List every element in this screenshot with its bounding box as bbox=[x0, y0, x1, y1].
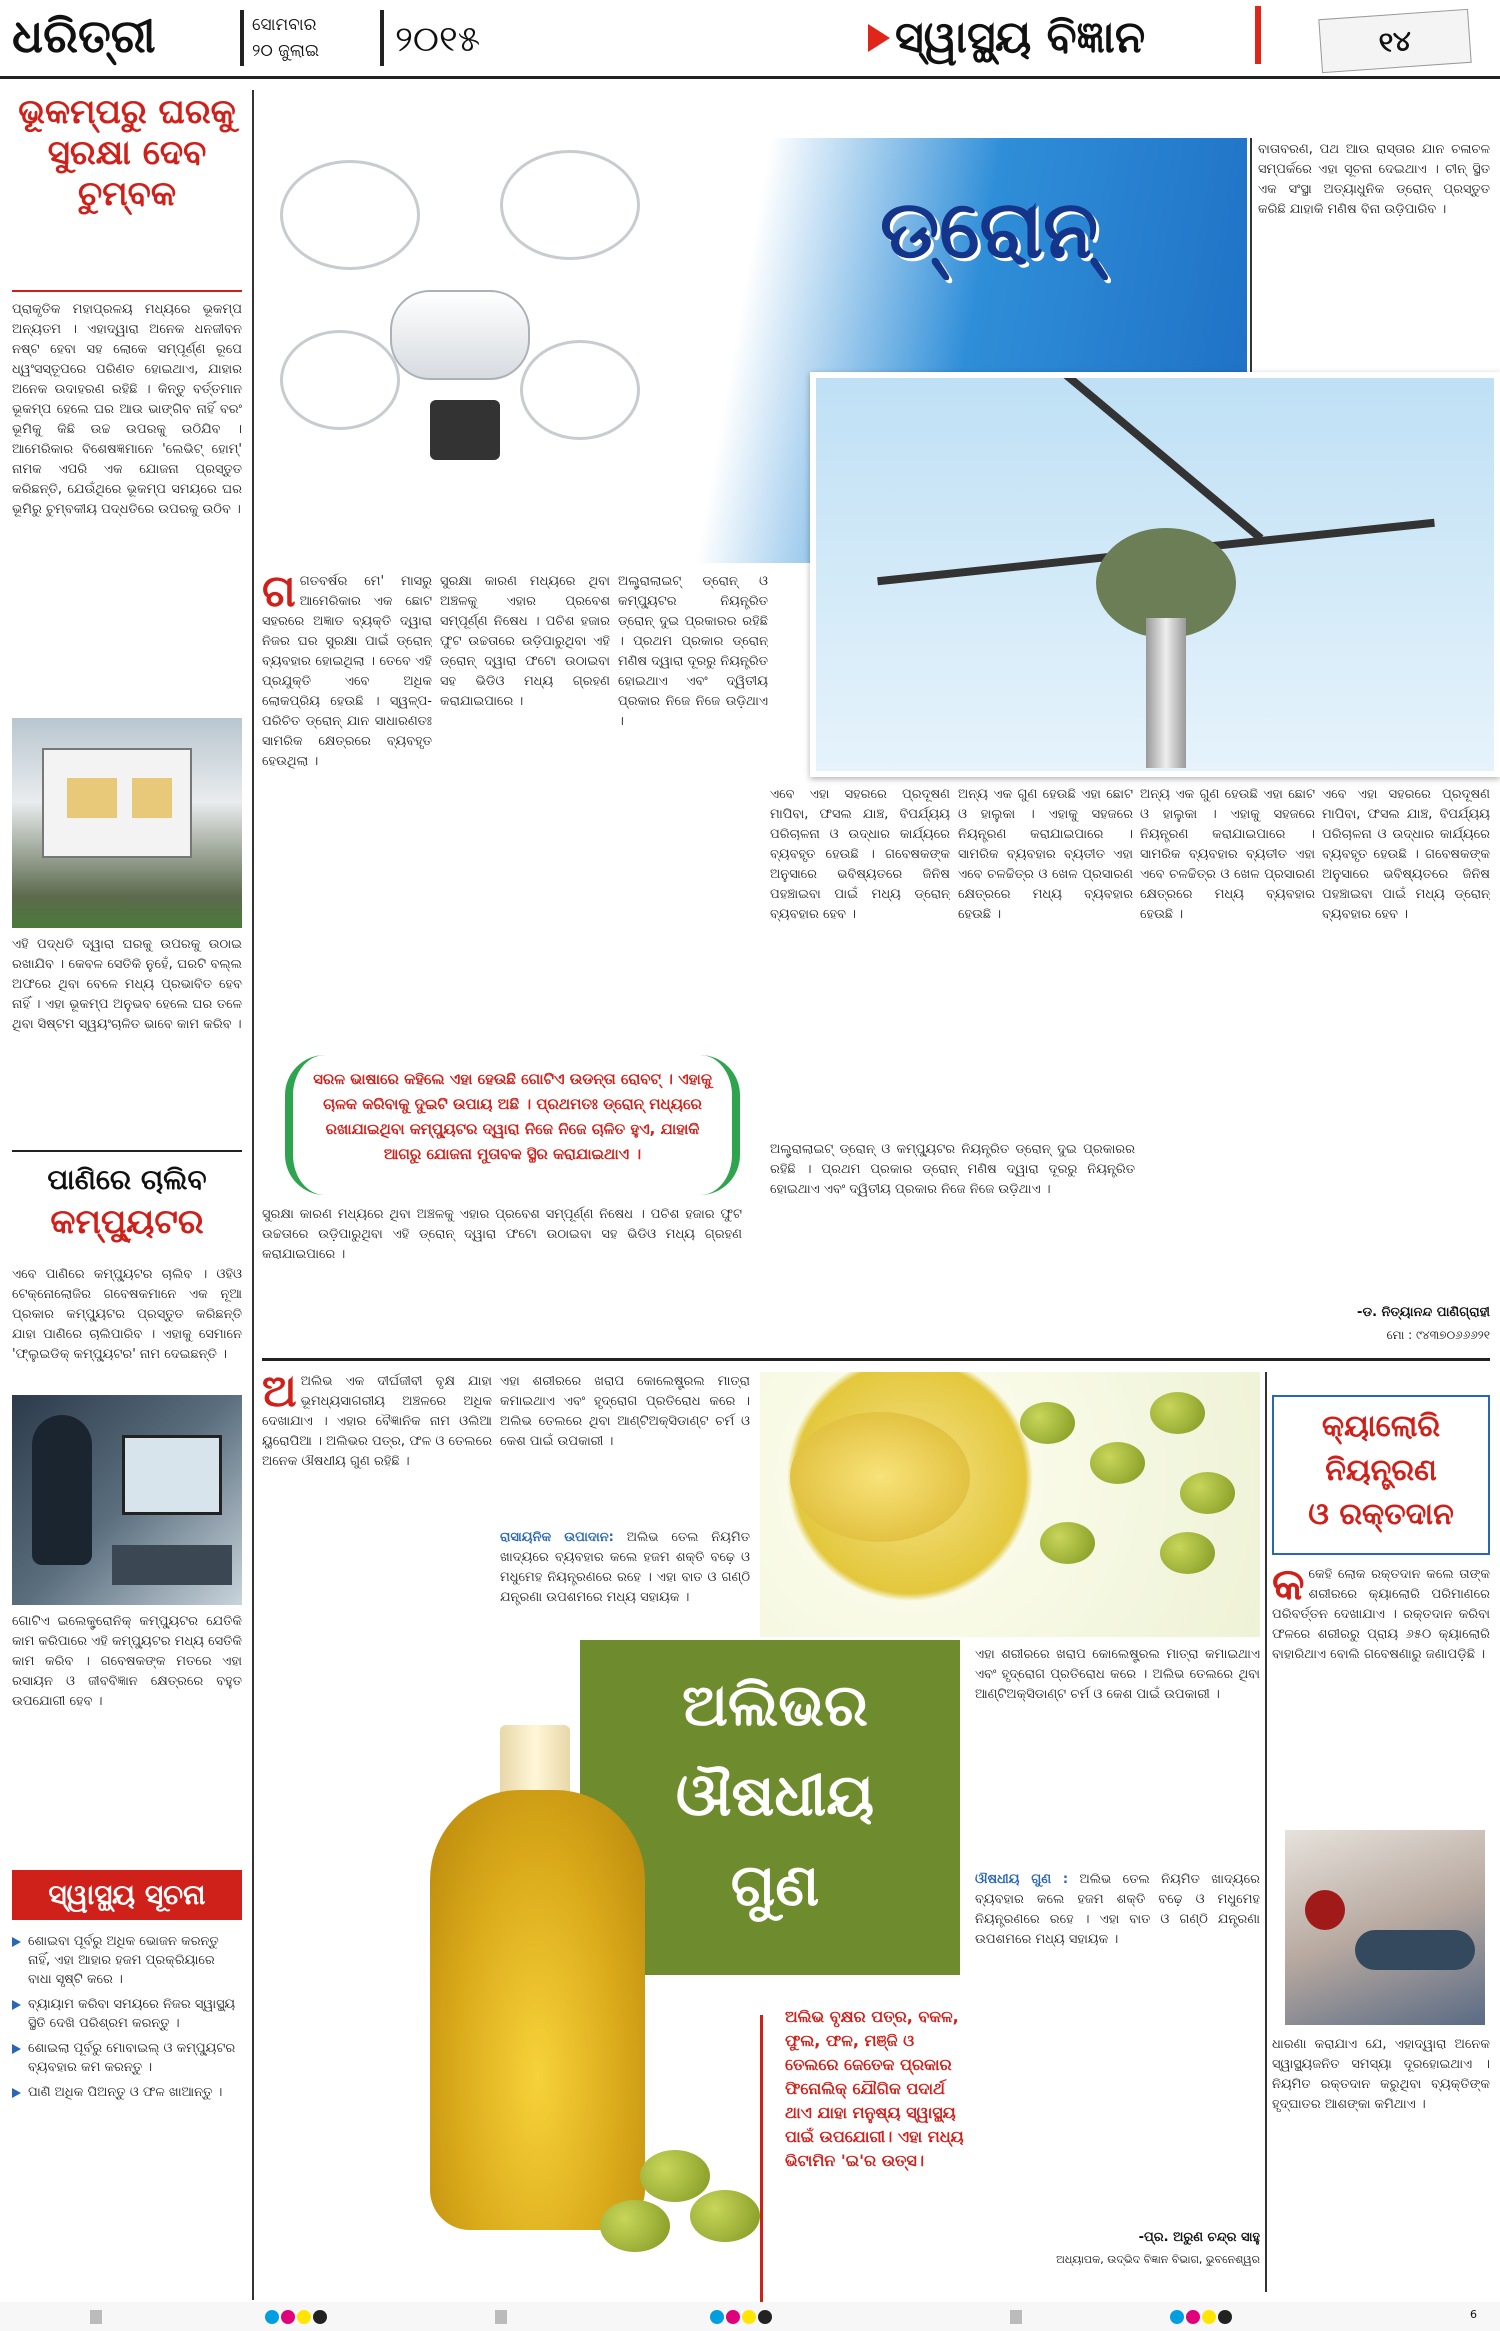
magenta-swatch bbox=[1186, 2310, 1200, 2324]
drone-paragraph-4: ଏବେ ଏହା ସହରରେ ପ୍ରଦୂଷଣ ମାପିବା, ଫସଲ ଯାଞ୍ଚ, ବିପର୍ଯ୍ୟୟ ପରିଚାଳନା ଓ ଉଦ୍ଧାର କାର୍ଯ୍ୟରେ ବ୍ୟବହୃତ ହେଉଛି । ଗବେଷକଙ୍କ ଅନୁସାରେ ଭବିଷ୍ୟତରେ ଜିନିଷ ପହଞ୍ଚାଇବା ପାଇଁ ମଧ୍ୟ ଡ୍ରୋନ୍ ବ୍ୟବହାର ହେବ । bbox=[770, 787, 950, 922]
computer-headline bbox=[12, 1160, 242, 1250]
drone-column-6 bbox=[1140, 785, 1315, 1275]
masthead-date bbox=[252, 12, 372, 68]
drone-camera bbox=[430, 400, 500, 460]
drone-propeller-guard bbox=[520, 340, 640, 440]
olive-fruit bbox=[1150, 1392, 1205, 1434]
olive-oil-bowl-photo bbox=[760, 1372, 1260, 1637]
calorie-title-box bbox=[1272, 1395, 1490, 1555]
drone-paragraph-2: ସୁରକ୍ଷା କାରଣ ମଧ୍ୟରେ ଥିବା ଅଞ୍ଚଳକୁ ଏହାର ପ୍ରବେଶ ସମ୍ପୂର୍ଣ୍ଣ ନିଷେଧ । ପଚିଶ ହଜାର ଫୁଟ ଉଚ୍ଚତାରେ ଉଡ଼ିପାରୁଥିବା ଏହି ଡ୍ରୋନ୍ ଦ୍ୱାରା ଫଟୋ ଉଠାଇବା ସହ ଭିଡିଓ ମଧ୍ୟ ଗ୍ରହଣ କରାଯାଇପାରେ । bbox=[440, 574, 610, 709]
health-tip-text: ପାଣି ଅଧିକ ପିଅନ୍ତୁ ଓ ଫଳ ଖାଆନ୍ତୁ । bbox=[28, 2085, 223, 2100]
color-swatches bbox=[710, 2309, 790, 2325]
drone-column-3 bbox=[618, 572, 768, 1052]
olive-byline-address: ଅଧ୍ୟାପକ, ଉଦ୍ଭିଦ ବିଜ୍ଞାନ ବିଭାଗ, ଭୁବନେଶ୍ୱର bbox=[1056, 2253, 1260, 2266]
drone-propeller-guard bbox=[500, 150, 640, 260]
hexacopter-photo bbox=[810, 372, 1500, 777]
cyan-swatch bbox=[265, 2310, 279, 2324]
olive-byline: -ପ୍ର. ଅରୁଣ ଚନ୍ଦ୍ର ସାହୁ bbox=[1138, 2230, 1260, 2245]
drone-paragraph-3: ଅଲ୍ଟ୍ରାଲାଇଟ୍ ଡ୍ରୋନ୍ ଓ କମ୍ପ୍ୟୁଟର ନିୟନ୍ତ୍ରିତ ଡ୍ରୋନ୍ ଦୁଇ ପ୍ରକାରର ରହିଛି । ପ୍ରଥମ ପ୍ରକାର ଡ୍ରୋନ୍ ମଣିଷ ଦ୍ୱାରା ଦୂରରୁ ନିୟନ୍ତ୍ରିତ ହୋଇଥାଏ ଏବଂ ଦ୍ୱିତୀୟ ପ୍ରକାର ନିଜେ ନିଜେ ଉଡ଼ିଥାଏ । bbox=[618, 574, 768, 729]
newspaper-logo: ଧରିତ୍ରୀ bbox=[12, 9, 156, 63]
calorie-paragraph-1: କେହି ଲୋକ ରକ୍ତଦାନ କଲେ ତାଙ୍କ ଶରୀରରେ କ୍ୟାଲୋରି ପରିମାଣରେ ପରିବର୍ତ୍ତନ ଦେଖାଯାଏ । ରକ୍ତଦାନ କରିବା ଫଳରେ ଶରୀରରୁ ପ୍ରାୟ ୬୫୦ କ୍ୟାଲୋରି ବାହାରିଥାଏ ବୋଲି ଗବେଷଣାରୁ ଜଣାପଡ଼ିଛି । bbox=[1272, 1567, 1490, 1662]
olive-column-4 bbox=[975, 1870, 1260, 2190]
yellow-swatch bbox=[1202, 2310, 1216, 2324]
section-title: ସ୍ୱାସ୍ଥ୍ୟ ବିଜ୍ଞାନ bbox=[895, 12, 1146, 63]
black-swatch bbox=[758, 2310, 772, 2324]
drone-paragraph-7: ଏବେ ଏହା ସହରରେ ପ୍ରଦୂଷଣ ମାପିବା, ଫସଲ ଯାଞ୍ଚ, ବିପର୍ଯ୍ୟୟ ପରିଚାଳନା ଓ ଉଦ୍ଧାର କାର୍ଯ୍ୟରେ ବ୍ୟବହୃତ ହେଉଛି । ଗବେଷକଙ୍କ ଅନୁସାରେ ଭବିଷ୍ୟତରେ ଜିନିଷ ପହଞ୍ଚାଇବା ପାଇଁ ମଧ୍ୟ ଡ୍ରୋନ୍ ବ୍ୟବହାର ହେବ । bbox=[1322, 787, 1490, 922]
olive-paragraph-4: ଅଲିଭ ତେଲ ନିୟମିତ ଖାଦ୍ୟରେ ବ୍ୟବହାର କଲେ ହଜମ ଶକ୍ତି ବଢ଼େ ଓ ମଧୁମେହ ନିୟନ୍ତ୍ରଣରେ ରହେ । ଏହା ବାତ ଓ ଗଣ୍ଠି ଯନ୍ତ୍ରଣା ଉପଶମରେ ମଧ୍ୟ ସହାୟକ । bbox=[975, 1872, 1260, 1947]
olive-headline bbox=[610, 1660, 940, 1960]
monitor-screen bbox=[122, 1435, 222, 1515]
quake-paragraph: ପ୍ରାକୃତିକ ମହାପ୍ରଳୟ ମଧ୍ୟରେ ଭୂକମ୍ପ ଅନ୍ୟତମ । ଏହାଦ୍ୱାରା ଅନେକ ଧନଜୀବନ ନଷ୍ଟ ହେବା ସହ ଲୋକେ ସମ୍ପୂର୍ଣ୍ଣ ରୂପେ ଧ୍ୱଂସସ୍ତୂପରେ ପରିଣତ ହୋଇଥାଏ, ଯାହାର ଅନେକ ଉଦାହରଣ ରହିଛି । କିନ୍ତୁ ବର୍ତ୍ତମାନ ଭୂକମ୍ପ ହେଲେ ଘର ଆଉ ଭାଙ୍ଗିବ ନାହିଁ ବରଂ ଭୂମିକୁ କିଛି ଉଚ୍ଚ ଉପରକୁ ଉଠିଯିବ । ଆମେରିକାର ବିଶେଷଜ୍ଞମାନେ 'ଲେଭିଟ୍ ହୋମ୍' ନାମକ ଏପରି ଏକ ଯୋଜନା ପ୍ରସ୍ତୁତ କରିଛନ୍ତି, ଯେଉଁଥିରେ ଭୂକମ୍ପ ସମୟରେ ଘର ଭୂମିରୁ ଚୁମ୍ବକୀୟ ପଦ୍ଧତିରେ ଉପରକୁ ଉଠିବ । bbox=[12, 302, 242, 517]
olive-oil-bottle bbox=[430, 1790, 645, 2230]
quake-headline: ଭୂକମ୍ପରୁ ଘରକୁ ସୁରକ୍ଷା ଦେବ ଚୁମ୍ବକ bbox=[18, 92, 236, 214]
masthead-year: ୨୦୧୫ bbox=[395, 19, 481, 60]
olive-paragraph-3: ଏହା ଶରୀରରେ ଖରାପ କୋଲେଷ୍ଟ୍ରଲ ମାତ୍ରା କମାଇଥାଏ ଏବଂ ହୃଦ୍‌ରୋଗ ପ୍ରତିରୋଧ କରେ । ଅଲିଭ ତେଲରେ ଥିବା ଆଣ୍ଟିଅକ୍ସିଡାଣ୍ଟ ଚର୍ମ ଓ କେଶ ପାଇଁ ଉପକାରୀ । bbox=[975, 1647, 1260, 1702]
health-tip-text: ଶୋଇବା ପୂର୍ବରୁ ଅଧିକ ଭୋଜନ କରନ୍ତୁ ନାହିଁ, ଏହା ଆହାର ହଜମ ପ୍ରକ୍ରିୟାରେ ବାଧା ସୃଷ୍ଟି କରେ । bbox=[28, 1934, 219, 1987]
color-swatches bbox=[265, 2309, 345, 2325]
olive-headline-line3: ଗୁଣ bbox=[730, 1851, 820, 1919]
olive-paragraph-2: ଏହା ଶରୀରରେ ଖରାପ କୋଲେଷ୍ଟ୍ରଲ ମାତ୍ରା କମାଇଥାଏ ଏବଂ ହୃଦ୍‌ରୋଗ ପ୍ରତିରୋଧ କରେ । ଅଲିଭ ତେଲରେ ଥିବା ଆଣ୍ଟିଅକ୍ସିଡାଣ୍ଟ ଚର୍ମ ଓ କେଶ ପାଇଁ ଉପକାରୀ । bbox=[500, 1374, 750, 1449]
olive-fruit bbox=[690, 2190, 760, 2242]
olive-chemistry bbox=[500, 1528, 750, 1638]
masthead-rule bbox=[0, 76, 1500, 79]
scientist-figure bbox=[32, 1415, 92, 1565]
play-icon bbox=[868, 24, 890, 52]
drone-column-bottom bbox=[262, 1205, 742, 1350]
olive-column-1 bbox=[262, 1372, 492, 1772]
computer-paragraph: ଏବେ ପାଣିରେ କମ୍ପ୍ୟୁଟର ଚାଲିବ । ଓହିଓ ଟେକ୍ନୋଲୋଜିର ଗବେଷକମାନେ ଏକ ନୂଆ ପ୍ରକାର କମ୍ପ୍ୟୁଟର ପ୍ରସ୍ତୁତ କରିଛନ୍ତି ଯାହା ପାଣିରେ ଚାଲିପାରିବ । ଏହାକୁ ସେମାନେ 'ଫ୍ଲୁଇଡିକ୍ କମ୍ପ୍ୟୁଟର' ନାମ ଦେଇଛନ୍ତି । bbox=[12, 1267, 242, 1362]
masthead-day: ସୋମବାର bbox=[252, 15, 317, 35]
drone-paragraph-1: ଗତବର୍ଷର ମେ' ମାସରୁ ଆମେରିକାର ଏକ ଛୋଟ ସହରରେ ଅଜ୍ଞାତ ବ୍ୟକ୍ତି ଦ୍ୱାରା ନିଜର ଘର ସୁରକ୍ଷା ପାଇଁ ଡ୍ରୋନ୍ ବ୍ୟବହାର ହୋଇଥିଲା । ତେବେ ଏହି ପ୍ରଯୁକ୍ତି ଏବେ ଅଧିକ ଲୋକପ୍ରିୟ ହେଉଛି । ସ୍ୱଳ୍ପ-ପରିଚିତ ଡ୍ରୋନ୍ ଯାନ ସାଧାରଣତଃ ସାମରିକ କ୍ଷେତ୍ରରେ ବ୍ୟବହୃତ ହେଉଥିଲା । bbox=[262, 574, 432, 769]
drop-cap: ଅ bbox=[262, 1372, 297, 1417]
olive-chemistry-text: ଅଲିଭ ତେଲ ନିୟମିତ ଖାଦ୍ୟରେ ବ୍ୟବହାର କଲେ ହଜମ ଶକ୍ତି ବଢ଼େ ଓ ମଧୁମେହ ନିୟନ୍ତ୍ରଣରେ ରହେ । ଏହା ବାତ ଓ ଗଣ୍ଠି ଯନ୍ତ୍ରଣା ଉପଶମରେ ମଧ୍ୟ ସହାୟକ । bbox=[500, 1530, 750, 1605]
quake-article-body-2 bbox=[12, 935, 242, 1135]
health-tip-text: ବ୍ୟାୟାମ କରିବା ସମୟରେ ନିଜର ସ୍ୱାସ୍ଥ୍ୟ ସ୍ଥିତି ଦେଖି ପରିଶ୍ରମ କରନ୍ତୁ । bbox=[28, 1997, 236, 2031]
registration-mark bbox=[495, 2310, 507, 2324]
drone-sidebar-text bbox=[1258, 140, 1490, 375]
calorie-headline-line3: ଓ ରକ୍ତଦାନ bbox=[1308, 1497, 1454, 1532]
computer-headline-line1: ପାଣିରେ ଚାଲିବ bbox=[47, 1163, 207, 1196]
magenta-swatch bbox=[726, 2310, 740, 2324]
yellow-swatch bbox=[742, 2310, 756, 2324]
page-number: ୧୪ bbox=[1318, 9, 1471, 73]
calorie-headline-line1: କ୍ୟାଲୋରି bbox=[1321, 1409, 1441, 1444]
lab-desk bbox=[112, 1545, 232, 1585]
quake-paragraph-2: ଏହି ପଦ୍ଧତି ଦ୍ୱାରା ଘରକୁ ଉପରକୁ ଉଠାଇ ରଖାଯିବ । କେବଳ ସେତିକି ନୁହେଁ, ଘରଟି ବଲ୍ଲ ଅଫରେ ଥିବା ବେଳେ ମଧ୍ୟ ପ୍ରଭାବିତ ହେବ ନାହିଁ । ଏହା ଭୂକମ୍ପ ଅନୁଭବ ହେଲେ ଘର ତଳେ ଥିବା ସିଷ୍ଟମ ସ୍ୱୟଂଚାଳିତ ଭାବେ କାମ କରିବ । bbox=[12, 937, 242, 1032]
drone-byline: -ଡ. ନିତ୍ୟାନନ୍ଦ ପାଣିଗ୍ରାହୀ bbox=[1357, 1305, 1490, 1320]
blood-bag bbox=[1305, 1890, 1345, 1930]
masthead-date-text: ୨୦ ଜୁଲାଇ bbox=[252, 41, 320, 61]
health-tip bbox=[12, 2083, 242, 2102]
bullet-triangle-icon bbox=[12, 2044, 21, 2054]
drone-paragraph-5: ଅନ୍ୟ ଏକ ଗୁଣ ହେଉଛି ଏହା ଛୋଟ ଓ ହାଲୁକା । ଏହାକୁ ସହଜରେ ନିୟନ୍ତ୍ରଣ କରାଯାଇପାରେ । ସାମରିକ ବ୍ୟବହାର ବ୍ୟତୀତ ଏହା ଏବେ ଚଳଚ୍ଚିତ୍ର ଓ ଖେଳ ପ୍ରସାରଣ କ୍ଷେତ୍ରରେ ମଧ୍ୟ ବ୍ୟବହାର ହେଉଛି । bbox=[958, 787, 1133, 922]
house-window bbox=[67, 778, 117, 818]
page-marker: 6 bbox=[1470, 2308, 1477, 2321]
bullet-triangle-icon bbox=[12, 1937, 21, 1947]
olive-paragraph-1: ଅଲିଭ ଏକ ଦୀର୍ଘଜୀବୀ ବୃକ୍ଷ ଯାହା ଭୂମଧ୍ୟସାଗରୀୟ ଅଞ୍ଚଳରେ ଅଧିକ ଦେଖାଯାଏ । ଏହାର ବୈଜ୍ଞାନିକ ନାମ ଓଲିଆ ୟୁରୋପିଆ । ଅଲିଭର ପତ୍ର, ଫଳ ଓ ତେଲରେ ଅନେକ ଔଷଧୀୟ ଗୁଣ ରହିଛି । bbox=[262, 1374, 492, 1469]
olive-column-3 bbox=[975, 1645, 1260, 1870]
health-tip bbox=[12, 1995, 242, 2033]
black-swatch bbox=[1218, 2310, 1232, 2324]
calorie-column-2 bbox=[1272, 2035, 1490, 2290]
health-tip bbox=[12, 1932, 242, 1989]
magenta-swatch bbox=[281, 2310, 295, 2324]
print-footer bbox=[0, 2302, 1500, 2331]
olive-headline-line2: ଔଷଧୀୟ bbox=[675, 1761, 875, 1829]
drone-column-4 bbox=[770, 785, 950, 1135]
olive-fruit bbox=[1090, 1442, 1145, 1484]
cyan-swatch bbox=[710, 2310, 724, 2324]
drone-column-7 bbox=[1322, 785, 1490, 1275]
drone-paragraph-6: ଅନ୍ୟ ଏକ ଗୁଣ ହେଉଛି ଏହା ଛୋଟ ଓ ହାଲୁକା । ଏହାକୁ ସହଜରେ ନିୟନ୍ତ୍ରଣ କରାଯାଇପାରେ । ସାମରିକ ବ୍ୟବହାର ବ୍ୟତୀତ ଏହା ଏବେ ଚଳଚ୍ଚିତ୍ର ଓ ଖେଳ ପ୍ରସାରଣ କ୍ଷେତ୍ରରେ ମଧ୍ୟ ବ୍ୟବହାର ହେଉଛି । bbox=[1140, 787, 1315, 922]
column-rule bbox=[1265, 1372, 1267, 2292]
yellow-swatch bbox=[297, 2310, 311, 2324]
drone-column-bottom-2 bbox=[770, 1140, 1135, 1350]
column-rule bbox=[1250, 138, 1252, 378]
olive-chemistry-heading: ରାସାୟନିକ ଉପାଦାନ: bbox=[500, 1530, 614, 1545]
drop-cap: ଗ bbox=[262, 572, 296, 617]
olive-column-2 bbox=[500, 1372, 750, 1522]
oil-bowl bbox=[790, 1412, 970, 1542]
levitating-house-photo bbox=[12, 718, 242, 928]
headline-underline bbox=[12, 290, 242, 292]
olive-fruit bbox=[1020, 1402, 1075, 1444]
bullet-triangle-icon bbox=[12, 2088, 21, 2098]
olive-callout: ଅଲିଭ ବୃକ୍ଷର ପତ୍ର, ବକଳ, ଫୁଲ, ଫଳ, ମଞ୍ଜି ଓ ତେଲରେ ଜେତେକ ପ୍ରକାର ଫିନୋଲିକ୍ ଯୌଗିକ ପଦାର୍ଥ ଥାଏ ଯାହା ମନୁଷ୍ୟ ସ୍ୱାସ୍ଥ୍ୟ ପାଇଁ ଉପଯୋଗୀ। ଏହା ମଧ୍ୟ ଭିଟାମିନ 'ଇ'ର ଉତ୍ସ। bbox=[785, 2007, 964, 2170]
black-swatch bbox=[313, 2310, 327, 2324]
house-window bbox=[132, 778, 172, 818]
drone-propeller-guard bbox=[280, 160, 420, 270]
masthead-divider bbox=[240, 10, 244, 66]
white-drone-photo bbox=[270, 140, 650, 560]
computer-article-body-2 bbox=[12, 1612, 242, 1852]
donor-figure bbox=[1355, 1930, 1475, 1970]
drone-byline-contact: ମୋ : ୯୪୩୭୦୬୬୬୨୧ bbox=[1386, 1328, 1490, 1342]
calorie-paragraph-2: ଧାରଣା କରାଯାଏ ଯେ, ଏହାଦ୍ୱାରା ଅନେକ ସ୍ୱାସ୍ଥ୍ୟଜନିତ ସମସ୍ୟା ଦୂରହୋଇଥାଏ । ନିୟମିତ ରକ୍ତଦାନ କରୁଥିବା ବ୍ୟକ୍ତିଙ୍କ ହୃଦ୍‌ଘାତର ଆଶଙ୍କା କମିଥାଏ । bbox=[1272, 2037, 1490, 2112]
olive-fruit bbox=[1160, 1532, 1215, 1574]
drone-paragraph-bottom: ସୁରକ୍ଷା କାରଣ ମଧ୍ୟରେ ଥିବା ଅଞ୍ଚଳକୁ ଏହାର ପ୍ରବେଶ ସମ୍ପୂର୍ଣ୍ଣ ନିଷେଧ । ପଚିଶ ହଜାର ଫୁଟ ଉଚ୍ଚତାରେ ଉଡ଼ିପାରୁଥିବା ଏହି ଡ୍ରୋନ୍ ଦ୍ୱାରା ଫଟୋ ଉଠାଇବା ସହ ଭିଡିଓ ମଧ୍ୟ ଗ୍ରହଣ କରାଯାଇପାରେ । bbox=[262, 1207, 742, 1262]
quake-article-body bbox=[12, 300, 242, 710]
health-tip bbox=[12, 2039, 242, 2077]
drop-cap: କ bbox=[1272, 1565, 1305, 1610]
olive-fruit bbox=[600, 2200, 670, 2252]
drone-sidebar-paragraph: ବାତାବରଣ, ପଥ ଆଉ ରାସ୍ତାର ଯାନ ଚଳାଚଳ ସମ୍ପର୍କରେ ଏହା ସୂଚନା ଦେଇଥାଏ । ଚୀନ୍ ସ୍ଥିତ ଏକ ସଂସ୍ଥା ଅତ୍ୟାଧୁନିକ ଡ୍ରୋନ୍ ପ୍ରସ୍ତୁତ କରିଛି ଯାହାକି ମଣିଷ ବିନା ଉଡ଼ିପାରିବ । bbox=[1258, 142, 1490, 217]
olive-medicine-heading: ଔଷଧୀୟ ଗୁଣ : bbox=[975, 1872, 1069, 1887]
column-rule bbox=[12, 1150, 242, 1152]
olive-fruit bbox=[640, 2150, 710, 2202]
callout-bar bbox=[760, 2015, 782, 2305]
masthead-divider bbox=[380, 10, 384, 66]
drone-propeller-guard bbox=[280, 330, 400, 430]
calorie-headline-line2: ନିୟନ୍ତ୍ରଣ bbox=[1325, 1453, 1437, 1488]
olive-fruit bbox=[1040, 1522, 1095, 1564]
computer-headline-line2: କମ୍ପ୍ୟୁଟର bbox=[50, 1202, 204, 1242]
computer-paragraph-2: ଗୋଟିଏ ଇଲେକ୍ଟ୍ରୋନିକ୍ କମ୍ପ୍ୟୁଟର ଯେତିକି କାମ କରିପାରେ ଏହି କମ୍ପ୍ୟୁଟର ମଧ୍ୟ ସେତିକି କାମ କରିବ । ଗବେଷକଙ୍କ ମତରେ ଏହା ରସାୟନ ଓ ଜୀବବିଜ୍ଞାନ କ୍ଷେତ୍ରରେ ବହୁତ ଉପଯୋଗୀ ହେବ । bbox=[12, 1614, 242, 1709]
registration-mark bbox=[90, 2310, 102, 2324]
drone-column-2 bbox=[440, 572, 610, 1052]
drone-column-1 bbox=[262, 572, 432, 1052]
health-tips-title: ସ୍ୱାସ୍ଥ୍ୟ ସୂଚନା bbox=[12, 1870, 242, 1920]
section-accent-bar bbox=[1255, 6, 1261, 64]
section-divider bbox=[262, 1358, 1490, 1361]
drone-paragraph-bottom-2: ଅଲ୍ଟ୍ରାଲାଇଟ୍ ଡ୍ରୋନ୍ ଓ କମ୍ପ୍ୟୁଟର ନିୟନ୍ତ୍ରିତ ଡ୍ରୋନ୍ ଦୁଇ ପ୍ରକାରର ରହିଛି । ପ୍ରଥମ ପ୍ରକାର ଡ୍ରୋନ୍ ମଣିଷ ଦ୍ୱାରା ଦୂରରୁ ନିୟନ୍ତ୍ରିତ ହୋଇଥାଏ ଏବଂ ଦ୍ୱିତୀୟ ପ୍ରକାର ନିଜେ ନିଜେ ଉଡ଼ିଥାଏ । bbox=[770, 1142, 1135, 1197]
health-tips-list bbox=[12, 1932, 242, 2292]
registration-mark bbox=[1010, 2310, 1022, 2324]
cyan-swatch bbox=[1170, 2310, 1184, 2324]
olive-fruit bbox=[1180, 1472, 1235, 1514]
bullet-triangle-icon bbox=[12, 2000, 21, 2010]
computer-article-body bbox=[12, 1265, 242, 1385]
blood-donation-photo bbox=[1285, 1830, 1485, 2025]
calorie-column-1 bbox=[1272, 1565, 1490, 1825]
olive-headline-line1: ଅଲିଭର bbox=[682, 1671, 868, 1739]
drone-body bbox=[390, 290, 530, 380]
fluid-computer-photo bbox=[12, 1395, 242, 1605]
health-tip-text: ଶୋଇଲା ପୂର୍ବରୁ ମୋବାଇଲ୍ ଓ କମ୍ପ୍ୟୁଟର ବ୍ୟବହାର କମ କରନ୍ତୁ । bbox=[28, 2041, 236, 2075]
drone-mount bbox=[1146, 618, 1186, 768]
drone-pull-quote: ସରଳ ଭାଷାରେ କହିଲେ ଏହା ହେଉଛି ଗୋଟିଏ ଉଡନ୍ତା ରୋବଟ୍ । ଏହାକୁ ଚାଳକ କରିବାକୁ ଦୁଇଟି ଉପାୟ ଅଛି । ପ୍ରଥମତଃ ଡ୍ରୋନ୍ ମଧ୍ୟରେ ରଖାଯାଇଥିବା କମ୍ପ୍ୟୁଟର ଦ୍ୱାରା ନିଜେ ନିଜେ ଚାଳିତ ହୁଏ, ଯାହାକି ଆଗରୁ ଯୋଜନା ମୁତାବକ ସ୍ଥିର କରାଯାଇଥାଏ । bbox=[285, 1055, 740, 1195]
drone-headline: ଡ୍ରୋନ୍ bbox=[880, 183, 1099, 276]
color-swatches bbox=[1170, 2309, 1250, 2325]
left-column-rule bbox=[252, 90, 254, 2300]
